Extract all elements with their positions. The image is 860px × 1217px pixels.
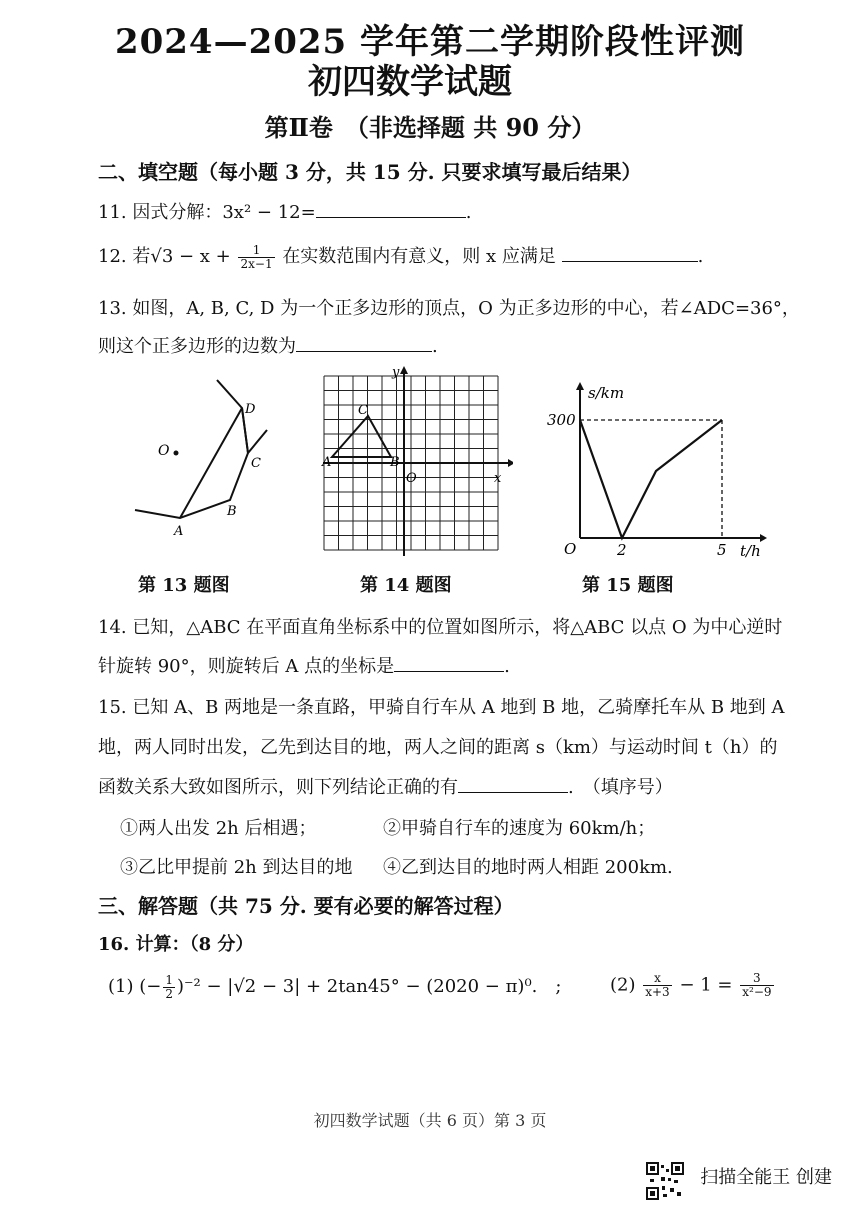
- q13-text: 则这个正多边形的边数为: [98, 336, 296, 357]
- question-13-line1: 13. 如图，A, B, C, D 为一个正多边形的顶点，O 为正多边形的中心，若∠ADC=36°，: [98, 298, 800, 319]
- question-14-line2: [98, 652, 510, 678]
- q14-answer-blank[interactable]: [394, 653, 504, 672]
- fig14-label-b: B: [390, 455, 400, 470]
- fig14-label-x: x: [494, 471, 502, 486]
- question-11: [98, 198, 471, 224]
- fig13-center-dot: [174, 451, 179, 456]
- fig14-y-arrow: [400, 366, 408, 374]
- question-16-heading: 16. 计算：（8 分）: [98, 934, 254, 955]
- question-12: [98, 242, 703, 271]
- fig14-caption: 第 14 题图: [360, 575, 452, 596]
- q16-p2-label: (2): [610, 974, 636, 996]
- fig13-label-b: B: [227, 504, 237, 519]
- fig15-y-tick-300: 300: [547, 411, 576, 429]
- scanner-watermark: 扫描全能王 创建: [700, 1167, 832, 1188]
- q16-p2-mid: − 1 =: [679, 974, 733, 996]
- fig14-x-arrow: [508, 459, 513, 467]
- q12-frac-den: 2x−1: [240, 256, 273, 271]
- q14-end: .: [504, 656, 510, 677]
- q16-p2-l-num: x: [643, 972, 671, 986]
- q16-p2-left-fraction: [643, 972, 671, 999]
- section3-heading: 三、解答题（共 75 分. 要有必要的解答过程）: [98, 894, 514, 918]
- fig13-label-d: D: [245, 402, 256, 417]
- fig15-y-unit: s/km: [588, 384, 625, 402]
- exam-subtitle: 初四数学试题: [308, 62, 512, 102]
- fig13-edge-extension: [248, 430, 267, 453]
- fig15-caption: 第 15 题图: [582, 575, 674, 596]
- q11-end: .: [465, 202, 472, 223]
- figure-14: [318, 362, 513, 560]
- q16-p2-r-num: 3: [740, 972, 773, 986]
- qr-code-icon: [646, 1162, 684, 1204]
- q16-p1-b: )⁻² − |√2 − 3| + 2tan45° − (2020 − π)⁰. ;: [176, 976, 562, 997]
- q16-p1-frac-den: 2: [165, 986, 173, 1001]
- q16-p2-r-den: x²−9: [742, 985, 772, 999]
- fig13-label-c: C: [251, 456, 261, 471]
- fig14-label-y: y: [392, 365, 400, 380]
- fig15-x-tick-5: 5: [717, 541, 727, 559]
- question-13-line2: [98, 332, 438, 358]
- fig14-label-o: O: [406, 471, 417, 486]
- q16-p1-frac-num: 1: [165, 972, 173, 987]
- fig13-diagonal-ad: [180, 408, 242, 518]
- q15-text: 函数关系大致如图所示，则下列结论正确的有: [98, 777, 458, 798]
- question-15-line2: 地，两人同时出发，乙先到达目的地，两人之间的距离 s（km）与运动时间 t（h）的: [98, 737, 778, 758]
- fig15-x-unit: t/h: [740, 542, 761, 560]
- question-15-line3: [98, 773, 673, 799]
- q16-p1-fraction: [163, 974, 175, 1001]
- q15-option-1: ①两人出发 2h 后相遇；: [120, 818, 317, 839]
- figure-15: [540, 378, 780, 563]
- fig14-label-a: A: [322, 455, 332, 470]
- volume-heading: 第Ⅱ卷 （非选择题 共 90 分）: [264, 113, 596, 142]
- q15-option-2: ②甲骑自行车的速度为 60km/h；: [383, 818, 656, 839]
- fig15-y-arrow: [576, 382, 584, 390]
- qr-code-graphic: [646, 1162, 684, 1200]
- question-14-line1: 14. 已知，△ABC 在平面直角坐标系中的位置如图所示，将△ABC 以点 O 为中心逆时: [98, 617, 783, 638]
- q15-answer-blank[interactable]: [458, 774, 568, 793]
- fig13-label-a: A: [174, 524, 184, 539]
- q13-answer-blank[interactable]: [296, 333, 432, 352]
- fig13-caption: 第 13 题图: [138, 575, 230, 596]
- q16-p2-right-fraction: [740, 972, 773, 999]
- question-15-line1: 15. 已知 A、B 两地是一条直路，甲骑自行车从 A 地到 B 地，乙骑摩托车从 B 地到 A: [98, 697, 785, 718]
- fig15-x-tick-2: 2: [617, 541, 627, 559]
- exam-title: 2024—2025 学年第二学期阶段性评测: [114, 22, 746, 62]
- q12-frac-num: 1: [238, 244, 274, 258]
- q15-option-4: ④乙到达目的地时两人相距 200km.: [383, 857, 673, 878]
- q12-fraction: [238, 244, 274, 271]
- q12-answer-blank[interactable]: [562, 243, 698, 262]
- page-footer: 初四数学试题（共 6 页）第 3 页: [313, 1111, 547, 1130]
- q16-p1-a: (−: [139, 976, 162, 997]
- q16-p2-l-den: x+3: [645, 985, 670, 999]
- q15-option-3: ③乙比甲提前 2h 到达目的地: [120, 857, 353, 878]
- q12-end: .: [697, 246, 704, 267]
- q12-suffix: 在实数范围内有意义，则 x 应满足: [282, 246, 556, 267]
- q16-p1-label: (1): [108, 976, 134, 997]
- q11-answer-blank[interactable]: [316, 199, 466, 218]
- q16-part1: [108, 972, 561, 1001]
- q12-prefix: 12. 若√3 − x +: [98, 246, 231, 267]
- q15-end: . （填序号）: [568, 777, 673, 798]
- q13-end: .: [432, 336, 438, 357]
- fig13-label-o: O: [158, 443, 170, 459]
- figure-13: [130, 375, 280, 545]
- section2-heading: 二、填空题（每小题 3 分，共 15 分. 只要求填写最后结果）: [98, 160, 642, 184]
- fig14-label-c: C: [358, 403, 368, 418]
- fig15-x-arrow: [760, 534, 767, 542]
- fig15-origin: O: [564, 540, 577, 558]
- q14-text: 针旋转 90°，则旋转后 A 点的坐标是: [98, 656, 395, 677]
- fig15-distance-curve: [580, 420, 722, 538]
- q16-part2: [610, 972, 776, 999]
- q11-text: 11. 因式分解：3x² − 12=: [98, 202, 316, 223]
